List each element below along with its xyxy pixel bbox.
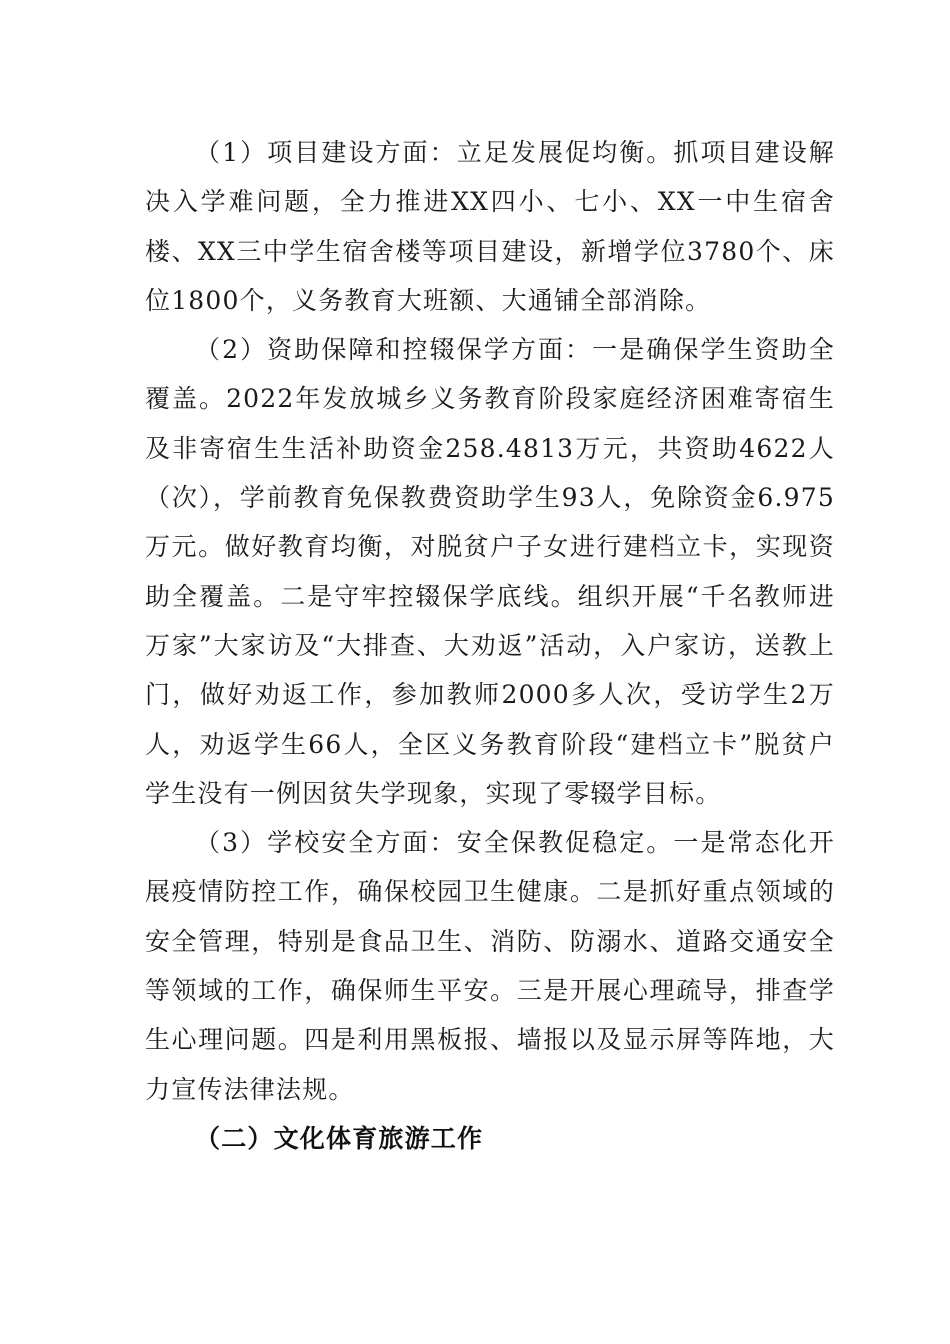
document-body	[145, 128, 835, 1163]
paragraph-student-aid: （2）资助保障和控辍保学方面：一是确保学生资助全覆盖。2022年发放城乡义务教育阶段家庭经济困难寄宿生及非寄宿生生活补助资金258.4813万元，共资助4622人（次），学前教育免保教费资助学生93人，免除资金6.975万元。做好教育均衡，对脱贫户子女进行建档立卡，实现资助全覆盖。二是守牢控辍保学底线。组织开展“千名教师进万家”大家访及“大排查、大劝返”活动，入户家访，送教上门，做好劝返工作，参加教师2000多人次，受访学生2万人，劝返学生66人，全区义务教育阶段“建档立卡”脱贫户学生没有一例因贫失学现象，实现了零辍学目标。	[145, 335, 835, 808]
section-heading-culture-sports-tourism: （二）文化体育旅游工作	[195, 1123, 484, 1153]
paragraph-school-safety: （3）学校安全方面：安全保教促稳定。一是常态化开展疫情防控工作，确保校园卫生健康。二是抓好重点领域的安全管理，特别是食品卫生、消防、防溺水、道路交通安全等领域的工作，确保师生平安。三是开展心理疏导，排查学生心理问题。四是利用黑板报、墙报以及显示屏等阵地，大力宣传法律法规。	[145, 828, 835, 1104]
paragraph-project-construction: （1）项目建设方面：立足发展促均衡。抓项目建设解决入学难问题，全力推进XX四小、七小、XX一中生宿舍楼、XX三中学生宿舍楼等项目建设，新增学位3780个、床位1800个，义务教育大班额、大通铺全部消除。	[145, 138, 835, 315]
